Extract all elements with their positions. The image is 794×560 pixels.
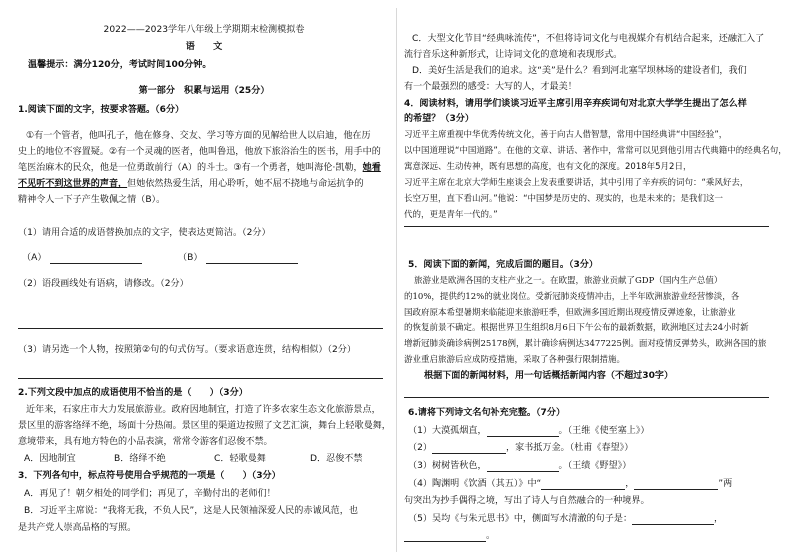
q3-option-a[interactable]: A．再见了！朝夕相处的同学们；再见了，辛勤付出的老师们！ [24,489,276,499]
q6-item-5-cont: 。 [404,531,495,542]
answer-blank[interactable] [404,532,486,542]
q1-answer-a: （A） [22,253,142,264]
answer-line[interactable] [404,226,769,227]
q1-title: 1.阅读下面的文字，按要求答题。（6分） [18,105,185,115]
answer-blank[interactable] [634,480,718,490]
q1-underlined-sentence: 不见听不到这世界的声音， [18,179,128,189]
q2-title: 2.下列文段中加点的成语使用不恰当的是（ ）（3分） [18,388,248,398]
q6-item-4: （4）陶渊明《饮酒（其五）》中“ ， ”两 [408,479,733,489]
answer-blank[interactable] [632,515,714,525]
q6-title: 6.请将下列诗文名句补充完整。（7分） [408,408,566,418]
answer-line[interactable] [404,397,769,398]
answer-blank[interactable] [541,480,625,490]
q4-para-line: 习近平主席在北京大学师生座谈会上发表重要讲话，其中引用了辛弃疾的词句：“乘风好去， [404,178,749,188]
q2-para-line: 近年来，石家庄市大力发展旅游业。政府因地制宜，打造了许多农家生态文化旅游景点， [26,405,381,415]
q2-option-d[interactable]: D．忍俊不禁 [310,454,363,464]
exam-title: 2022——2023学年八年级上学期期末检测模拟卷 [103,25,305,35]
q6-item-2: （2） ，家书抵万金。（杜甫《春望》） [408,443,634,453]
q1-para-line: 史上的地位不容置疑。②有一个灵魂的医者，他叫鲁迅，他放下旅浴治生的医书，用手中的 [18,147,381,157]
answer-blank[interactable] [487,462,559,472]
q4-para-line: 以中国道理说“中国道路”。在他的文章、讲话、著作中，常常可以见到他引用古代典籍中的经典名句， [404,146,787,156]
q2-para-line: 景区里的游客络绎不绝，场面十分热闹。景区里的渠道边按照了文艺汇演，舞台上轻歌曼舞， [18,421,391,431]
column-divider [396,8,397,552]
q1-subquestion-2: （2）语段画线处有语病，请修改。（2分） [18,279,189,289]
q2-option-c[interactable]: C．轻歌曼舞 [214,454,266,464]
q1-para-line: 精神令人一下子产生敬佩之情（B）。 [18,195,166,205]
q3-option-b-cont: 是共产党人崇高品格的写照。 [18,523,137,533]
q4-title-cont: 的希望？（3分） [404,114,474,124]
q5-news-line: 旅游业是欧洲各国的支柱产业之一。在欧盟，旅游业贡献了GDP（国内生产总值） [414,276,723,286]
answer-blank[interactable] [206,254,298,264]
q3-option-d[interactable]: D．美好生活是我们的追求。这“美”是什么？看到河北塞罕坝林场的建设者们，我们 [412,66,747,76]
q3-option-d-cont: 有一个最强烈的感受：大写的人，才最美！ [404,82,577,92]
q3-option-c-cont: 流行音乐这种新形式，让诗词文化的意境和表现形式。 [404,50,623,60]
q2-para-line: 意境带来，具有地方特色的小品表演，常常令游客们忍俊不禁。 [18,437,273,447]
q1-subquestion-3: （3）请另选一个人物，按照第②句的句式仿写。（要求语意连贯，结构相似）（2分） [18,345,356,355]
q5-news-line: 的10%，提供约12%的就业岗位。受新冠肺炎疫情冲击，上半年欧洲旅游业经营惨淡，各 [404,292,740,302]
q5-news-line: 国政府原本希望暑期来临能迎来旅游旺季，但欧洲多国近期出现疫情反弹迹象，让旅游业 [404,308,736,318]
subject-heading: 语 文 [185,42,223,52]
q1-para-line: 笔医治麻木的民众，他是一位勇敢前行（A）的斗士。③有一个勇者，她叫海伦·凯勒，她看 [18,163,381,173]
q4-para-line: 长空万里，直下看山河。”他说：“中国梦是历史的、现实的，也是未来的；是我们这一 [404,194,724,204]
q6-item-1: （1）大漠孤烟直， 。（王维《使至塞上》） [408,426,650,436]
section1-heading: 第一部分 积累与运用（25分） [138,86,270,96]
q6-item-3: （3）树树皆秋色， 。（王绩《野望》） [408,461,632,471]
q1-subquestion-1: （1）请用合适的成语替换加点的文字，使表达更简洁。（2分） [18,228,271,238]
q5-title: 5．阅读下面的新闻，完成后面的题目。（3分） [408,260,598,270]
q4-para-line: 习近平主席重视中华优秀传统文化，善于向古人借智慧，常用中国经典讲“中国经验”， [404,130,728,140]
q5-news-line: 增新冠肺炎确诊病例25178例，累计确诊病例达3477225例。面对疫情反弹势头，欧洲各国的旅 [404,339,767,349]
q5-news-line: 的恢复前景不确定。根据世界卫生组织8月6日下午公布的最新数据，欧洲地区过去24小时新 [404,323,749,333]
q1-para-line: ①有一个管者，他叫孔子，他在修身、交友、学习等方面的见解给世人以启迪，他在历 [26,131,371,141]
q1-answer-b: （B） [178,253,298,264]
answer-line[interactable] [18,328,383,329]
tips-text: 温馨提示：满分120分，考试时间100分钟。 [28,60,212,70]
q1-para-line: 不见听不到这世界的声音，但她依然热爱生活，用心聆听，她不屈不挠地与命运抗争的 [18,179,364,189]
answer-blank[interactable] [50,254,142,264]
q6-item-5: （5）吴均《与朱元思书》中，侧面写水清澈的句子是： ， [408,514,724,524]
q5-task: 根据下面的新闻材料，用一句话概括新闻内容（不超过30字） [424,371,674,381]
q4-title: 4．阅读材料，请用学们谈谈习近平主席引用辛弃疾词句对北京大学学生提出了怎么样 [404,99,747,109]
answer-line[interactable] [18,378,383,379]
q2-option-a[interactable]: A．因地制宜 [24,454,76,464]
answer-blank[interactable] [487,427,559,437]
q4-para-line: 寓意深远、生动传神，既有思想的高度，也有文化的深度。2018年5月2日， [404,162,692,172]
q3-title: 3．下列各句中，标点符号使用合乎规范的一项是（ ）（3分） [18,471,281,481]
q6-item-4-cont: 句突出为抄手偶得之境，写出了诗人与自然融合的一种境界。 [404,496,650,506]
q3-option-b[interactable]: B．习近平主席说：“我将无我，不负人民”，这是人民领袖深爱人民的赤诚风范，也 [24,506,358,516]
q5-news-line: 游业重启旅游后应成防疫措施，采取了各种强行限制措施。 [404,355,626,365]
q4-para-line: 代的，更是青年一代的。” [404,210,498,220]
q2-option-b[interactable]: B．络绎不绝 [114,454,166,464]
q3-option-c[interactable]: C．大型文化节目“经典咏流传”，不但将诗词文化与电视媒介有机结合起来，还融汇入了 [412,34,765,44]
answer-blank[interactable] [432,444,506,454]
